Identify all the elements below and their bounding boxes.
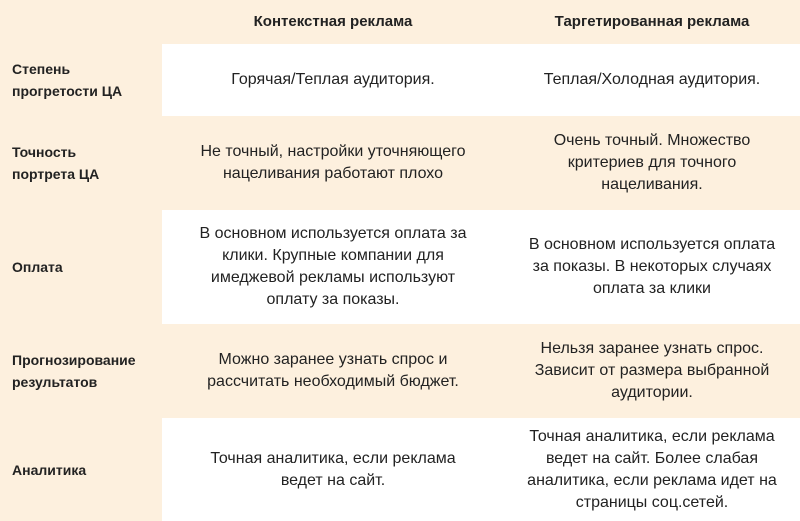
header-cell-targeted-ads xyxy=(504,0,800,44)
table-row xyxy=(0,418,800,521)
table-cell xyxy=(504,210,800,324)
table-cell xyxy=(504,44,800,116)
table-cell xyxy=(162,44,504,116)
row-label-cell xyxy=(0,324,162,418)
cell-text: Точная аналитика, если реклама ведет на сайт. Более слабая аналитика, если реклама идет на страницы соц.сетей. xyxy=(527,427,777,511)
table-cell xyxy=(504,116,800,210)
table-cell xyxy=(504,324,800,418)
cell-text: Нельзя заранее узнать спрос. Зависит от размера выбранной аудитории. xyxy=(534,340,770,401)
cell-text: Горячая/Теплая аудитория. xyxy=(231,71,435,88)
table-row xyxy=(0,116,800,210)
table-cell xyxy=(162,324,504,418)
header-row xyxy=(0,0,800,44)
table-cell xyxy=(162,418,504,521)
header-label-context-ads: Контекстная реклама xyxy=(253,13,413,30)
table-cell xyxy=(504,418,800,521)
table-row xyxy=(0,324,800,418)
cell-text: Можно заранее узнать спрос и рассчитать необходимый бюджет. xyxy=(207,351,459,390)
row-label: Степень прогретости ЦА xyxy=(12,61,123,99)
cell-text: Не точный, настройки уточняющего нацеливания работают плохо xyxy=(200,143,466,182)
row-label: Оплата xyxy=(12,259,63,275)
row-label-cell xyxy=(0,44,162,116)
cell-text: Теплая/Холодная аудитория. xyxy=(543,71,761,88)
cell-text: В основном используется оплата за показы. В некоторых случаях оплата за клики xyxy=(528,236,776,297)
row-label-cell xyxy=(0,418,162,521)
row-label: Аналитика xyxy=(12,461,87,478)
row-label-cell xyxy=(0,116,162,210)
header-cell-context-ads xyxy=(162,0,504,44)
table-cell xyxy=(162,210,504,324)
cell-text: Очень точный. Множество критериев для точного нацеливания. xyxy=(553,132,751,193)
header-label-targeted-ads: Таргетированная реклама xyxy=(554,13,750,30)
header-corner-cell xyxy=(0,0,162,44)
cell-text: Точная аналитика, если реклама ведет на сайт. xyxy=(210,449,456,489)
row-label-cell xyxy=(0,210,162,324)
row-label: Точность портрета ЦА xyxy=(12,144,100,182)
table-cell xyxy=(162,116,504,210)
table-row xyxy=(0,44,800,116)
row-label: Прогнозирование результатов xyxy=(12,352,136,390)
cell-text: В основном используется оплата за клики. Крупные компании для имеджевой рекламы используют оплату за показы. xyxy=(199,225,467,308)
table-row xyxy=(0,210,800,324)
